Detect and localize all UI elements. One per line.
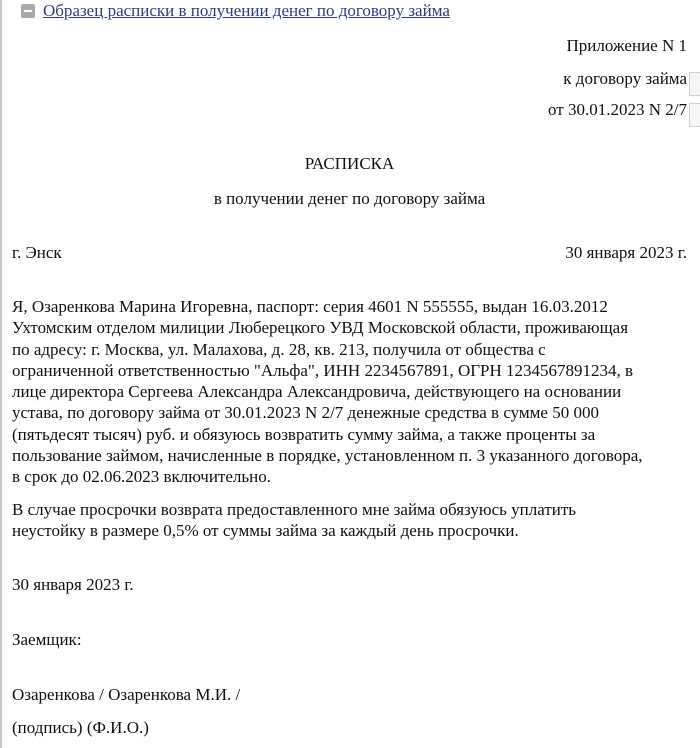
place: г. Энск [12, 243, 62, 262]
document-subtitle: в получении денег по договору займа [213, 189, 486, 208]
signature-line: Озаренкова / Озаренкова М.И. / [12, 685, 241, 704]
paragraph-line: Ухтомским отделом милиции Люберецкого УВД Московской области, проживающая [12, 318, 629, 338]
paragraph-line: в срок до 02.06.2023 включительно. [12, 467, 272, 487]
paragraph-line: устава, по договору займа от 30.01.2023 N 2/7 денежные средства в сумме 50 000 [12, 403, 599, 423]
appendix-line-1: Приложение N 1 [566, 36, 687, 55]
minus-square-icon[interactable] [21, 4, 35, 18]
collapsible-header [0, 0, 700, 24]
right-edge-tab [689, 72, 700, 96]
paragraph-line: лице директора Сергеева Александра Александровича, действующего на основании [12, 382, 622, 402]
paragraph-line: неустойку в размере 0,5% от суммы займа за каждый день просрочки. [12, 521, 519, 541]
document-title: РАСПИСКА [304, 154, 395, 173]
paragraph-penalty [12, 500, 687, 543]
paragraph-line: ограниченной ответственностью "Альфа", ИНН 2234567891, ОГРН 1234567891234, в [12, 360, 634, 380]
paragraph-main [12, 297, 687, 489]
paragraph-line: по адресу: г. Москва, ул. Малахова, д. 28, кв. 213, получила от общества с [12, 339, 546, 359]
signature-caption: (подпись) (Ф.И.О.) [12, 718, 149, 737]
document-date: 30 января 2023 г. [565, 243, 687, 262]
paragraph-line: (пятьдесят тысяч) руб. и обязуюсь возвратить сумму займа, а также проценты за [12, 424, 596, 444]
appendix-line-3: от 30.01.2023 N 2/7 [548, 100, 687, 119]
place-date-row [12, 243, 687, 263]
paragraph-line: пользование займом, начисленные в порядке, установленном п. 3 указанного договора, [12, 446, 643, 466]
appendix-line-2: к договору займа [563, 69, 687, 88]
paragraph-line: Я, Озаренкова Марина Игоревна, паспорт: серия 4601 N 555555, выдан 16.03.2012 [12, 297, 608, 316]
borrower-label: Заемщик: [12, 630, 82, 649]
signature-date: 30 января 2023 г. [12, 575, 134, 594]
paragraph-line: В случае просрочки возврата предоставленного мне займа обязуюсь уплатить [12, 500, 577, 519]
header-title-link[interactable]: Образец расписки в получении денег по договору займа [43, 1, 450, 20]
right-edge-tab [689, 103, 700, 127]
left-border [0, 0, 2, 748]
